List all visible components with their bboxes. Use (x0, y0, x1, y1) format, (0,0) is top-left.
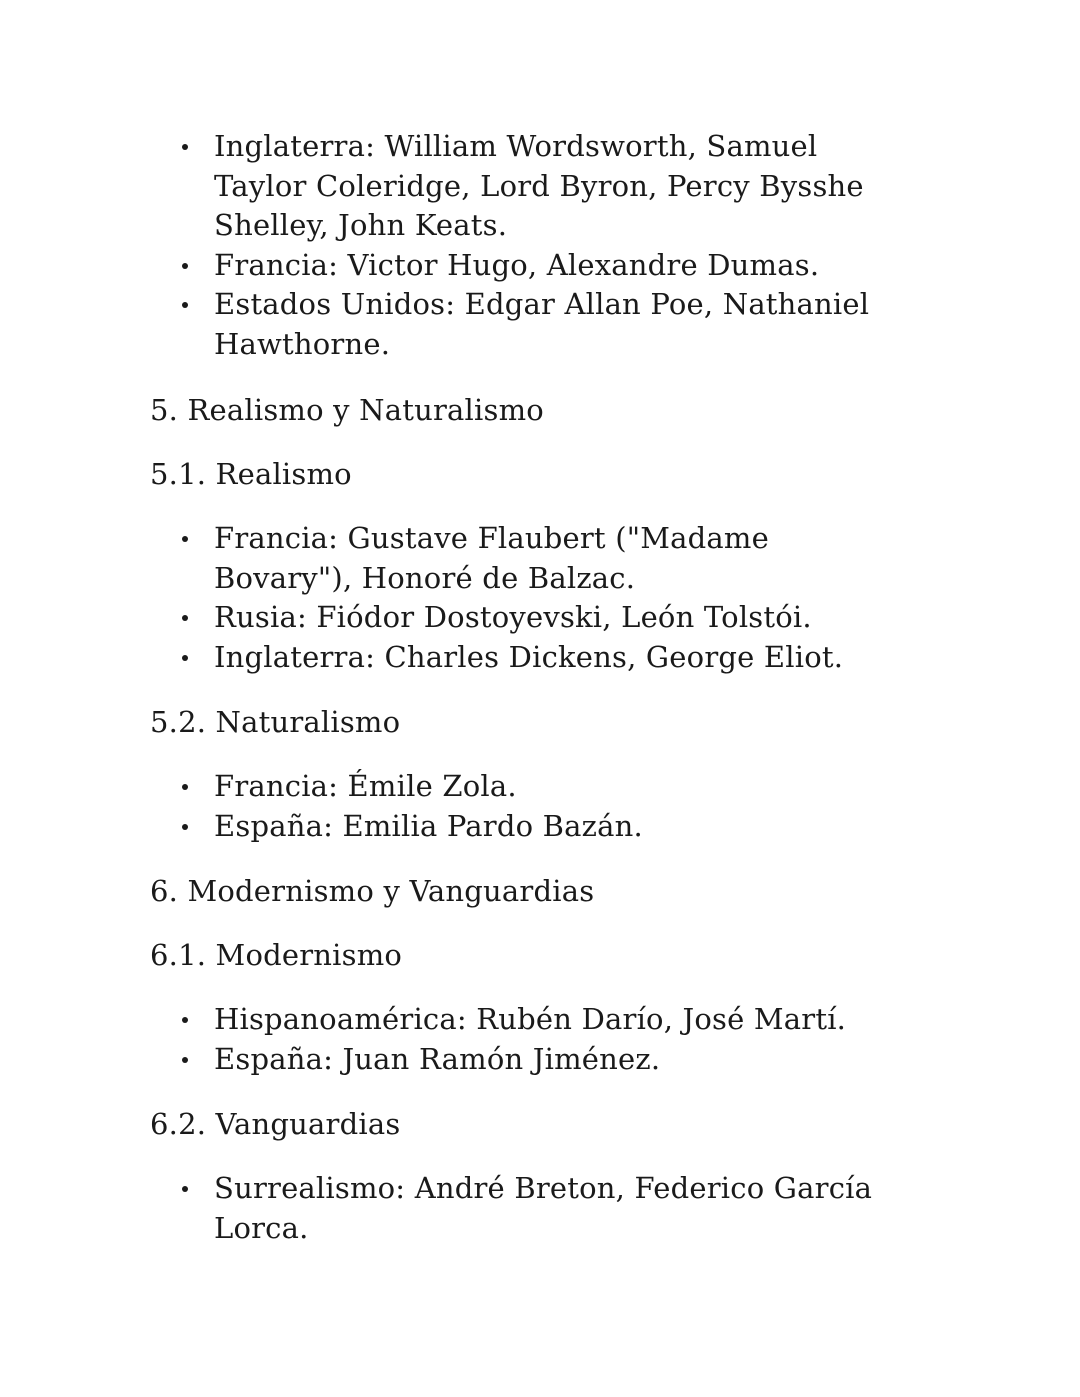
list-item-text: Hispanoamérica: Rubén Darío, José Martí. (214, 1002, 847, 1036)
list-item (150, 127, 910, 246)
list-item (150, 519, 910, 598)
subsection-heading-6-1: 6.1. Modernismo (150, 938, 403, 972)
avant-garde-authors-list (150, 1169, 910, 1248)
list-item-text: Inglaterra: Charles Dickens, George Eliot. (214, 639, 844, 674)
bullet-icon (182, 1057, 188, 1063)
bullet-icon (182, 536, 188, 542)
bullet-icon (182, 784, 188, 790)
subsection-heading-6-2: 6.2. Vanguardias (150, 1107, 401, 1141)
bullet-icon (182, 1186, 188, 1192)
romanticism-authors-list (150, 127, 910, 365)
bullet-icon (182, 615, 188, 621)
subsection-heading-5-1: 5.1. Realismo (150, 457, 352, 491)
list-item-text: Inglaterra: William Wordsworth, Samuel Taylor Coleridge, Lord Byron, Percy Bysshe Shelley, John Keats. (214, 129, 864, 243)
bullet-icon (182, 263, 188, 269)
section-heading-6: 6. Modernismo y Vanguardias (150, 874, 595, 908)
list-item-text: España: Emilia Pardo Bazán. (214, 808, 643, 843)
list-item-text: Francia: Victor Hugo, Alexandre Dumas. (214, 247, 820, 282)
list-item (150, 285, 910, 364)
list-item (150, 1040, 910, 1080)
list-item (150, 1000, 910, 1040)
subsection-heading-5-2: 5.2. Naturalismo (150, 705, 401, 739)
list-item-text: España: Juan Ramón Jiménez. (214, 1041, 661, 1076)
list-item-text: Estados Unidos: Edgar Allan Poe, Nathaniel Hawthorne. (214, 287, 870, 361)
list-item-text: Francia: Émile Zola. (214, 769, 517, 803)
list-item (150, 767, 910, 807)
naturalism-authors-list (150, 767, 910, 846)
realism-authors-list (150, 519, 910, 677)
bullet-icon (182, 824, 188, 830)
bullet-icon (182, 1017, 188, 1023)
list-item-text: Rusia: Fiódor Dostoyevski, León Tolstói. (214, 600, 812, 635)
modernism-authors-list (150, 1000, 910, 1079)
list-item (150, 246, 910, 286)
bullet-icon (182, 144, 188, 150)
list-item (150, 598, 910, 638)
list-item-text: Francia: Gustave Flaubert ("Madame Bovary"), Honoré de Balzac. (214, 521, 769, 595)
list-item-text: Surrealismo: André Breton, Federico García Lorca. (214, 1171, 873, 1245)
bullet-icon (182, 302, 188, 308)
section-heading-5: 5. Realismo y Naturalismo (150, 393, 544, 427)
list-item (150, 807, 910, 847)
bullet-icon (182, 655, 188, 661)
list-item (150, 1169, 910, 1248)
list-item (150, 638, 910, 678)
